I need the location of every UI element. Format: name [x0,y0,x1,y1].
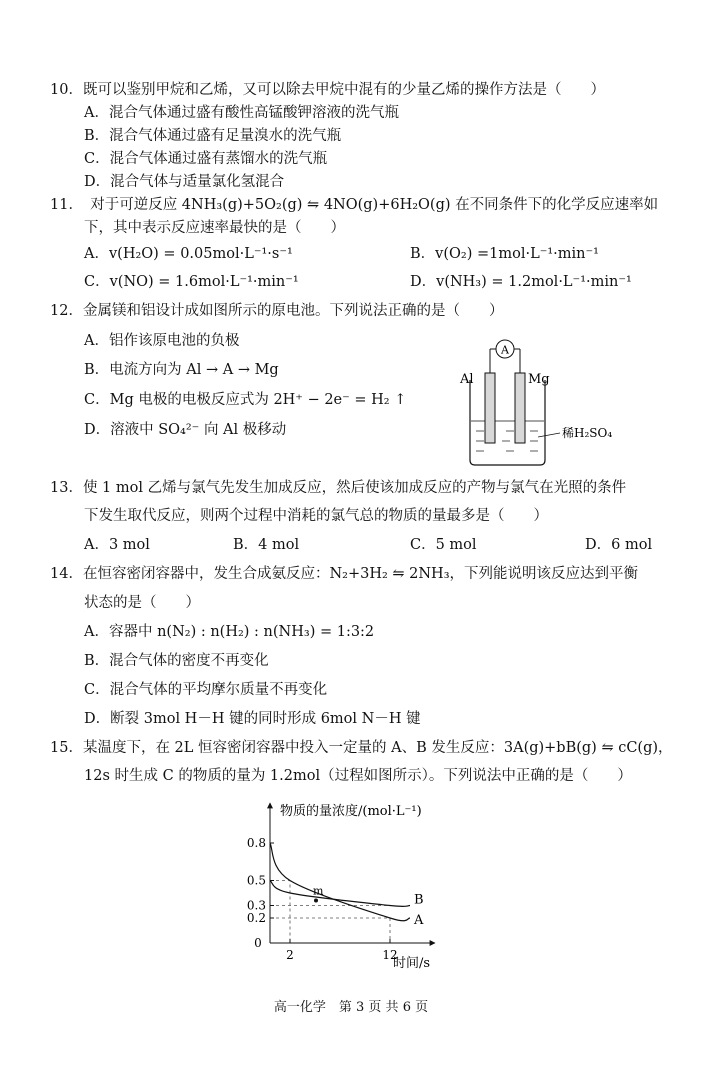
x-tick-label: 12 [382,948,398,962]
y-tick-label: 0.8 [246,836,266,850]
q11-option-b: B．v(O₂) =1mol·L⁻¹·min⁻¹ [410,246,599,262]
x-axis-label: 时间/s [393,956,431,971]
series-a-label: A [414,913,424,928]
concentration-time-chart [240,795,480,975]
q13-option-a: A．3 mol [84,537,150,553]
x-tick-label: 2 [286,948,294,962]
y-axis-label: 物质的量浓度/(mol·L⁻¹) [280,804,422,819]
ammeter-label: A [501,343,509,357]
point-m-marker [314,899,318,903]
q13-option-d: D．6 mol [585,537,653,553]
series-b-line [270,881,410,907]
q10-option-b: B．混合气体通过盛有足量溴水的洗气瓶 [84,128,342,144]
q11-option-d: D．v(NH₃) = 1.2mol·L⁻¹·min⁻¹ [410,274,632,290]
q11-option-a: A．v(H₂O) = 0.05mol·L⁻¹·s⁻¹ [84,246,293,262]
q14-option-d: D．断裂 3mol H－H 键的同时形成 6mol N－H 键 [84,711,421,727]
q12-option-c: C．Mg 电极的电极反应式为 2H⁺ − 2e⁻ = H₂ ↑ [84,392,407,408]
guide-line [270,918,390,943]
galvanic-cell-figure [440,325,630,475]
point-m-label: m [313,884,324,898]
origin-label: 0 [254,936,262,950]
y-tick-label: 0.5 [246,873,266,888]
series-a-line [270,843,410,921]
q15-stem-line2: 12s 时生成 C 的物质的量为 1.2mol（过程如图所示）。下列说法中正确的是（ ） [84,768,632,784]
q10-option-c: C．混合气体通过盛有蒸馏水的洗气瓶 [84,151,328,167]
q11-stem-line2: 下，其中表示反应速率最快的是（ ） [84,220,345,236]
al-electrode-label: Al [460,372,474,387]
q12-option-b: B．电流方向为 Al → A → Mg [84,362,279,378]
q12-stem: 12．金属镁和铝设计成如图所示的原电池。下列说法正确的是（ ） [50,303,504,319]
q14-stem-line2: 状态的是（ ） [84,595,200,611]
q14-stem-line1: 14．在恒容密闭容器中，发生合成氨反应：N₂+3H₂ ⇋ 2NH₃，下列能说明该反应达到平衡 [50,566,639,582]
q13-option-b: B．4 mol [233,537,300,553]
q11-stem-line1: 11． 对于可逆反应 4NH₃(g)+5O₂(g) ⇋ 4NO(g)+6H₂O(g) 在不同条件下的化学反应速率如 [50,197,659,213]
solution-label: 稀H₂SO₄ [562,426,613,440]
mg-electrode [515,373,525,443]
q14-option-c: C．混合气体的平均摩尔质量不再变化 [84,682,328,698]
q13-option-c: C．5 mol [410,537,477,553]
q10-option-d: D．混合气体与适量氯化氢混合 [84,174,285,190]
q10-option-a: A．混合气体通过盛有酸性高锰酸钾溶液的洗气瓶 [84,105,399,121]
y-tick-label: 0.3 [246,898,266,913]
al-electrode [485,373,495,443]
q12-option-a: A．铝作该原电池的负极 [84,333,240,349]
q14-option-b: B．混合气体的密度不再变化 [84,653,269,669]
q13-stem-line2: 下发生取代反应，则两个过程中消耗的氯气总的物质的量最多是（ ） [84,508,548,524]
q12-option-d: D．溶液中 SO₄²⁻ 向 Al 极移动 [84,422,287,438]
series-b-label: B [414,892,424,908]
q13-stem-line1: 13．使 1 mol 乙烯与氯气先发生加成反应，然后使该加成反应的产物与氯气在光照的条件 [50,480,627,496]
page-footer: 高一化学 第 3 页 共 6 页 [273,1000,429,1015]
y-tick-label: 0.2 [246,911,266,925]
mg-electrode-label: Mg [528,372,550,387]
q15-stem-line1: 15．某温度下，在 2L 恒容密闭容器中投入一定量的 A、B 发生反应：3A(g)+bB(g) ⇋ cC(g)， [50,740,673,756]
q11-option-c: C．v(NO) = 1.6mol·L⁻¹·min⁻¹ [84,274,299,290]
q14-option-a: A．容器中 n(N₂) : n(H₂) : n(NH₃) = 1:3:2 [84,624,375,640]
q10-stem: 10．既可以鉴别甲烷和乙烯，又可以除去甲烷中混有的少量乙烯的操作方法是（ ） [50,82,605,98]
